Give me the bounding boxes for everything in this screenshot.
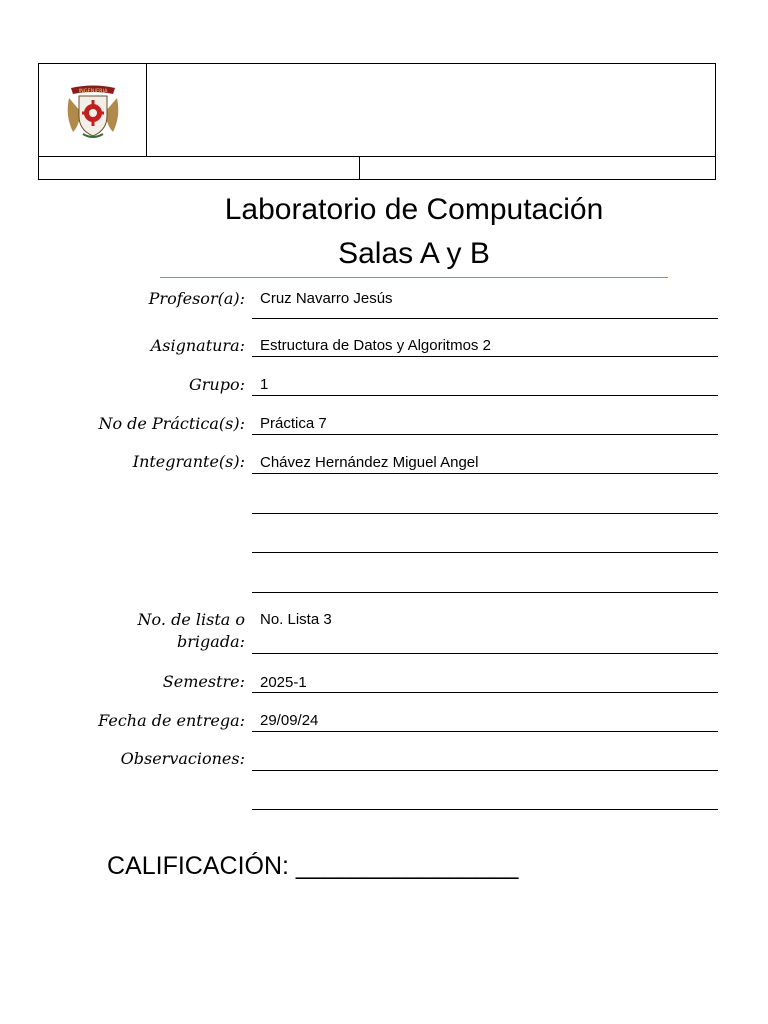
- page-title-line1: Laboratorio de Computación: [224, 193, 604, 226]
- semestre-label: Semestre:: [162, 672, 245, 691]
- header-table: [38, 63, 716, 180]
- semestre-line: [252, 692, 718, 693]
- logo-banner-text: INGENIERIA: [78, 88, 108, 95]
- observaciones-line-2: [252, 809, 718, 810]
- profesor-value: Cruz Navarro Jesús: [260, 290, 393, 307]
- asignatura-line: [252, 356, 718, 357]
- grade-label: CALIFICACIÓN: ________________: [107, 852, 519, 880]
- header-bottom-divider: [359, 157, 360, 179]
- integrantes-line-2: [252, 513, 718, 514]
- integrantes-line-3: [252, 552, 718, 553]
- grupo-label: Grupo:: [189, 375, 245, 394]
- unam-engineering-crest-icon: [63, 82, 123, 142]
- integrantes-line-4: [252, 592, 718, 593]
- title-divider: [160, 277, 668, 278]
- asignatura-label: Asignatura:: [150, 336, 245, 355]
- profesor-line: [252, 318, 718, 319]
- practica-line: [252, 434, 718, 435]
- asignatura-value: Estructura de Datos y Algoritmos 2: [260, 337, 491, 354]
- page-title-line2: Salas A y B: [338, 237, 490, 270]
- logo-cell: [39, 64, 147, 156]
- integrantes-line-1: [252, 473, 718, 474]
- lista-value: No. Lista 3: [260, 611, 332, 628]
- lista-label-line1: No. de lista o: [137, 610, 245, 629]
- practica-label: No de Práctica(s):: [98, 414, 245, 433]
- fecha-line: [252, 731, 718, 732]
- profesor-label: Profesor(a):: [148, 289, 245, 308]
- lista-label-line2: brigada:: [177, 632, 245, 651]
- observaciones-line-1: [252, 770, 718, 771]
- observaciones-label: Observaciones:: [120, 749, 245, 768]
- fecha-value: 29/09/24: [260, 712, 319, 729]
- grupo-value: 1: [260, 376, 269, 393]
- header-bottom-row: [39, 156, 715, 179]
- semestre-value: 2025-1: [260, 674, 307, 691]
- grupo-line: [252, 395, 718, 396]
- integrantes-label: Integrante(s):: [132, 452, 245, 471]
- integrantes-value: Chávez Hernández Miguel Angel: [260, 454, 479, 471]
- fecha-label: Fecha de entrega:: [98, 711, 245, 730]
- lista-line: [252, 653, 718, 654]
- practica-value: Práctica 7: [260, 415, 327, 432]
